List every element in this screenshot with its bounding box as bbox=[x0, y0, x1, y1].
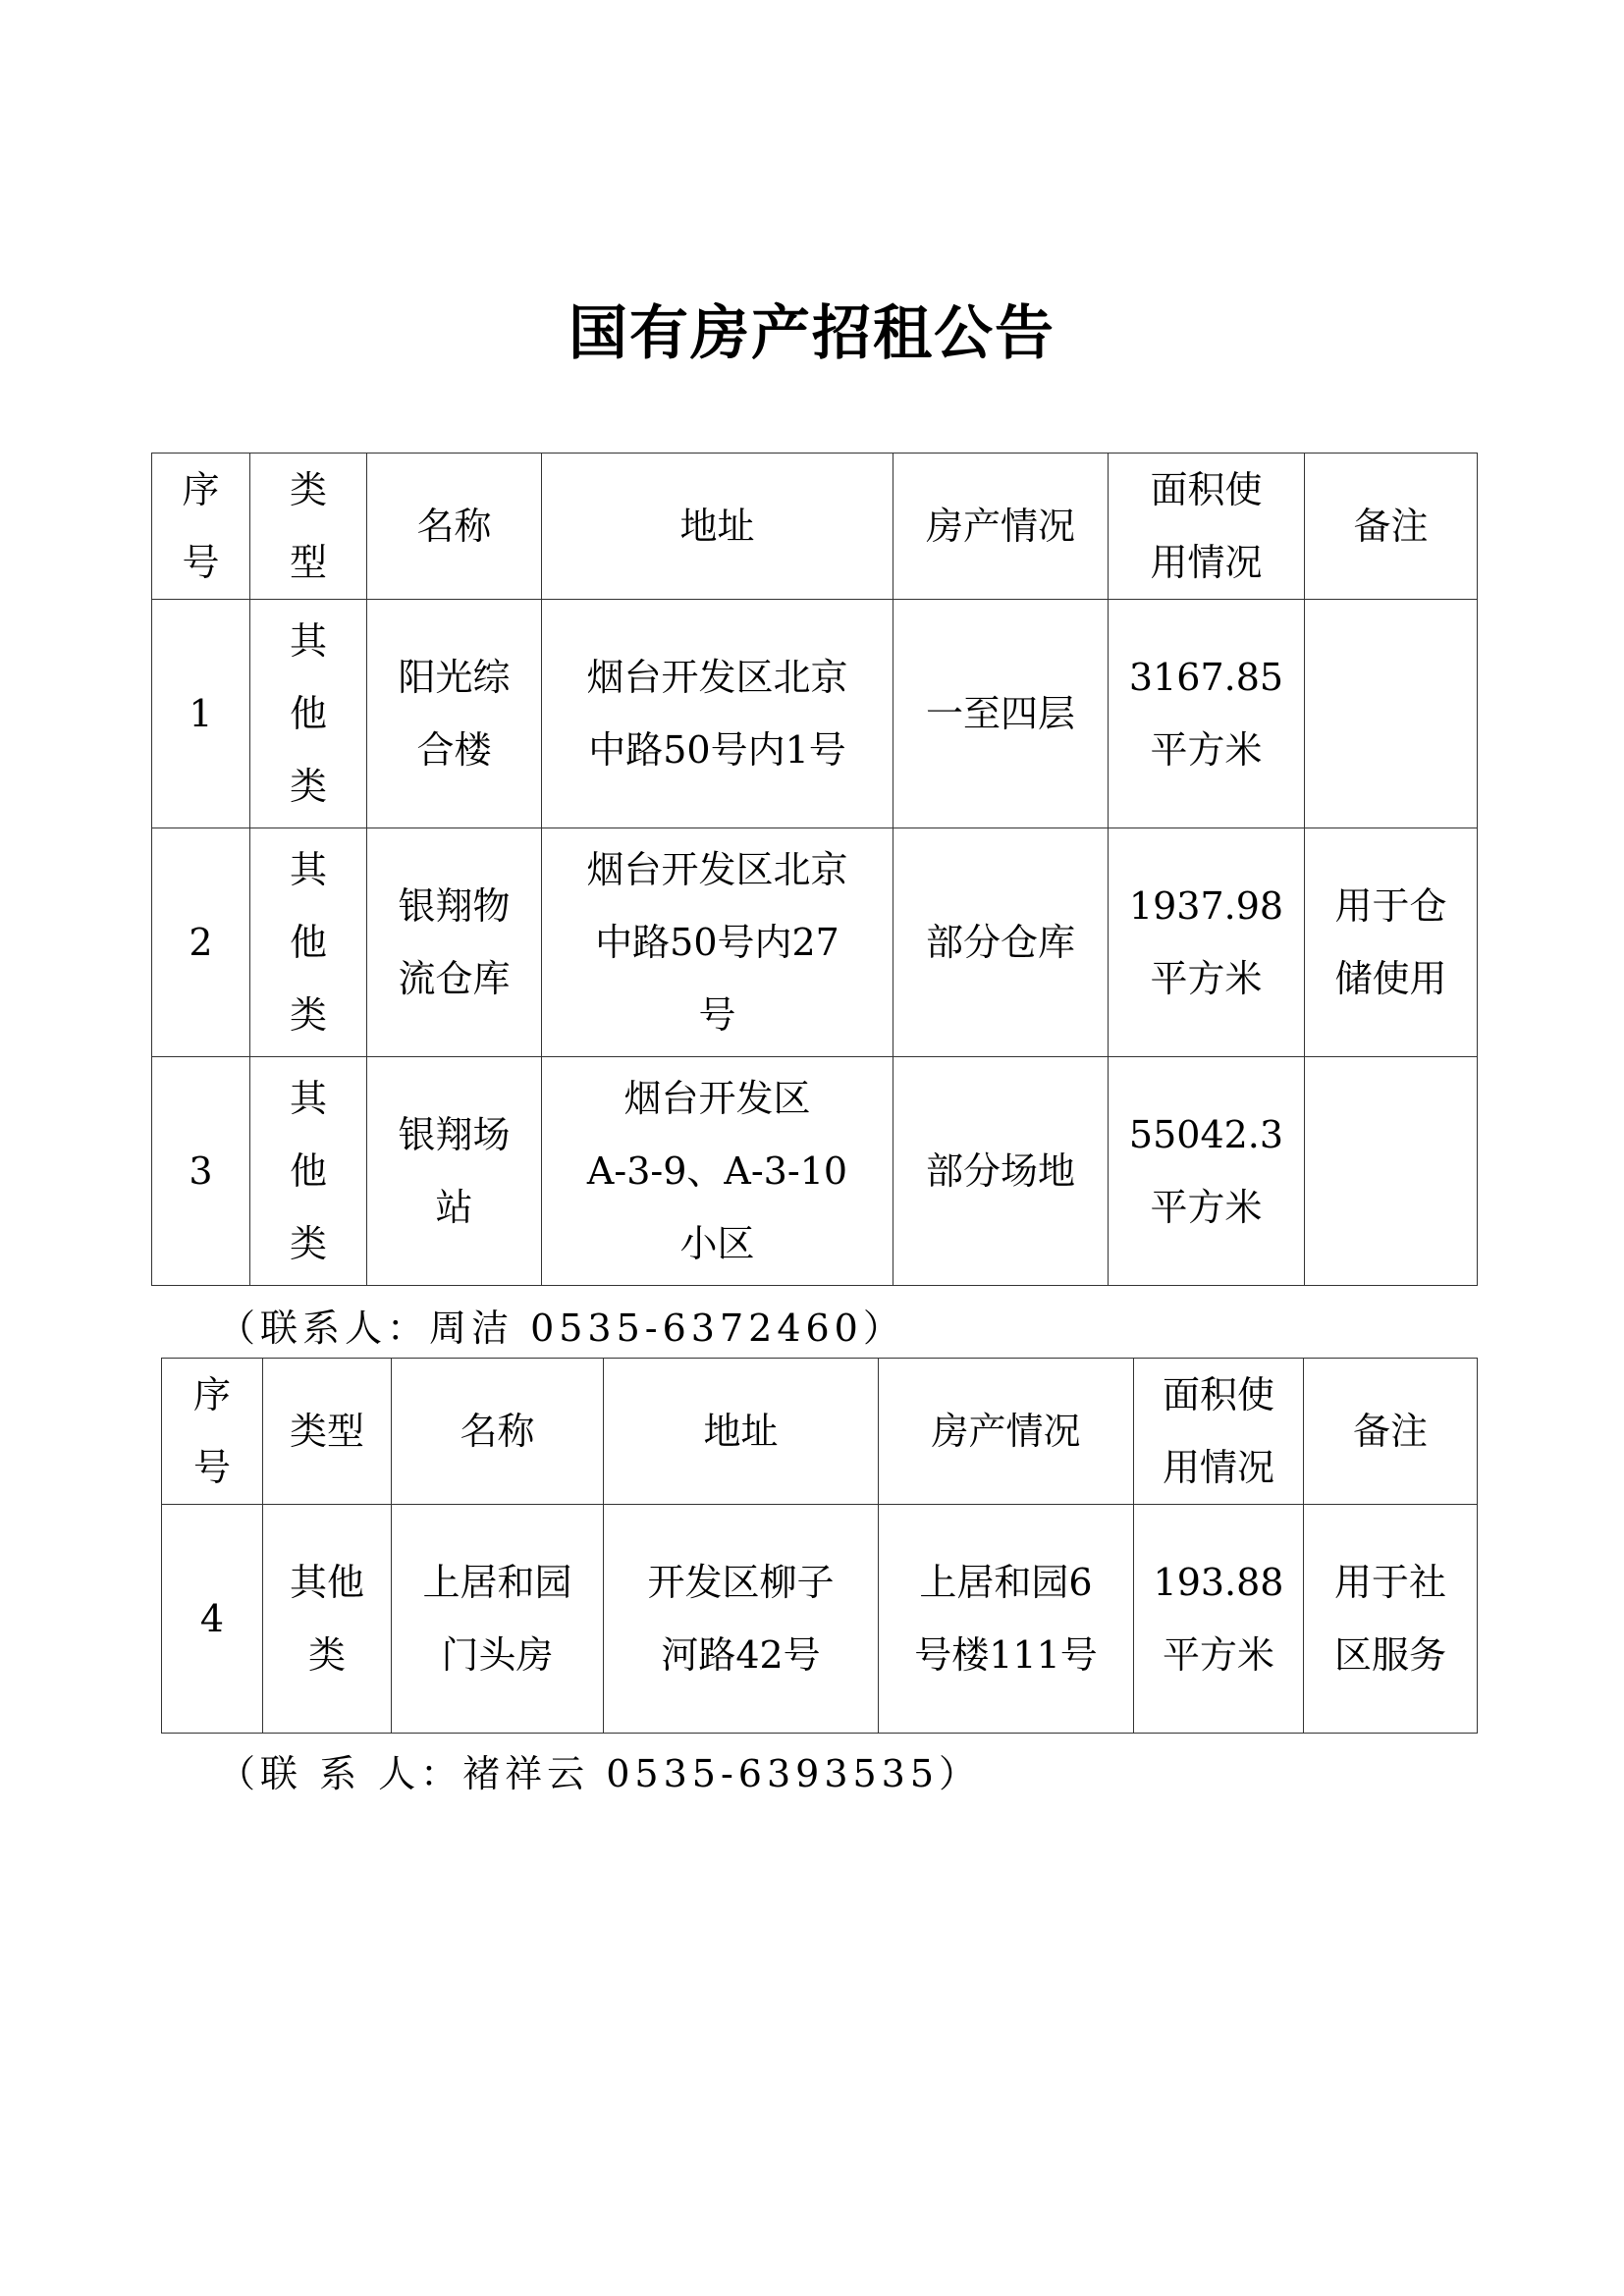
cell-address: 烟台开发区北京 中路50号内27 号 bbox=[542, 828, 893, 1057]
cell-area: 3167.85 平方米 bbox=[1109, 600, 1305, 828]
header-cell-no: 序 号 bbox=[162, 1359, 263, 1505]
cell-no: 4 bbox=[162, 1505, 263, 1734]
cell-condition: 部分场地 bbox=[893, 1057, 1109, 1286]
contact-line-1: （联系人：周洁 0535-6372460） bbox=[218, 1307, 905, 1350]
cell-no: 3 bbox=[152, 1057, 250, 1286]
cell-type: 其 他 类 bbox=[250, 828, 367, 1057]
cell-address: 烟台开发区 A-3-9、A-3-10 小区 bbox=[542, 1057, 893, 1286]
cell-address: 开发区柳子 河路42号 bbox=[604, 1505, 879, 1734]
cell-area: 55042.3 平方米 bbox=[1109, 1057, 1305, 1286]
cell-no: 1 bbox=[152, 600, 250, 828]
cell-type: 其 他 类 bbox=[250, 1057, 367, 1286]
header-cell-name: 名称 bbox=[367, 454, 542, 600]
cell-name: 阳光综 合楼 bbox=[367, 600, 542, 828]
cell-type: 其他 类 bbox=[263, 1505, 392, 1734]
table-row bbox=[152, 1057, 1478, 1286]
header-cell-condition: 房产情况 bbox=[879, 1359, 1134, 1505]
header-cell-no: 序 号 bbox=[152, 454, 250, 600]
table-header-row bbox=[162, 1359, 1478, 1505]
table-row bbox=[152, 600, 1478, 828]
cell-condition: 一至四层 bbox=[893, 600, 1109, 828]
header-cell-address: 地址 bbox=[542, 454, 893, 600]
contact-line-2: （联 系 人：褚祥云 0535-6393535） bbox=[218, 1752, 982, 1795]
cell-no: 2 bbox=[152, 828, 250, 1057]
header-cell-type: 类 型 bbox=[250, 454, 367, 600]
header-cell-area: 面积使 用情况 bbox=[1134, 1359, 1304, 1505]
table-header-row bbox=[152, 454, 1478, 600]
header-cell-name: 名称 bbox=[392, 1359, 604, 1505]
header-cell-note: 备注 bbox=[1304, 1359, 1478, 1505]
header-cell-address: 地址 bbox=[604, 1359, 879, 1505]
cell-condition: 上居和园6 号楼111号 bbox=[879, 1505, 1134, 1734]
cell-note: 用于仓 储使用 bbox=[1305, 828, 1478, 1057]
table-row bbox=[162, 1505, 1478, 1734]
cell-area: 1937.98 平方米 bbox=[1109, 828, 1305, 1057]
cell-note bbox=[1305, 600, 1478, 828]
header-cell-area: 面积使 用情况 bbox=[1109, 454, 1305, 600]
header-cell-note: 备注 bbox=[1305, 454, 1478, 600]
page-title: 国有房产招租公告 bbox=[568, 299, 1056, 368]
cell-address: 烟台开发区北京 中路50号内1号 bbox=[542, 600, 893, 828]
cell-name: 上居和园 门头房 bbox=[392, 1505, 604, 1734]
header-cell-condition: 房产情况 bbox=[893, 454, 1109, 600]
cell-area: 193.88 平方米 bbox=[1134, 1505, 1304, 1734]
cell-note: 用于社 区服务 bbox=[1304, 1505, 1478, 1734]
cell-note bbox=[1305, 1057, 1478, 1286]
cell-name: 银翔场 站 bbox=[367, 1057, 542, 1286]
cell-type: 其 他 类 bbox=[250, 600, 367, 828]
cell-condition: 部分仓库 bbox=[893, 828, 1109, 1057]
listing-table-1 bbox=[151, 453, 1478, 1286]
table-row bbox=[152, 828, 1478, 1057]
listing-table-2 bbox=[161, 1358, 1478, 1734]
header-cell-type: 类型 bbox=[263, 1359, 392, 1505]
cell-name: 银翔物 流仓库 bbox=[367, 828, 542, 1057]
